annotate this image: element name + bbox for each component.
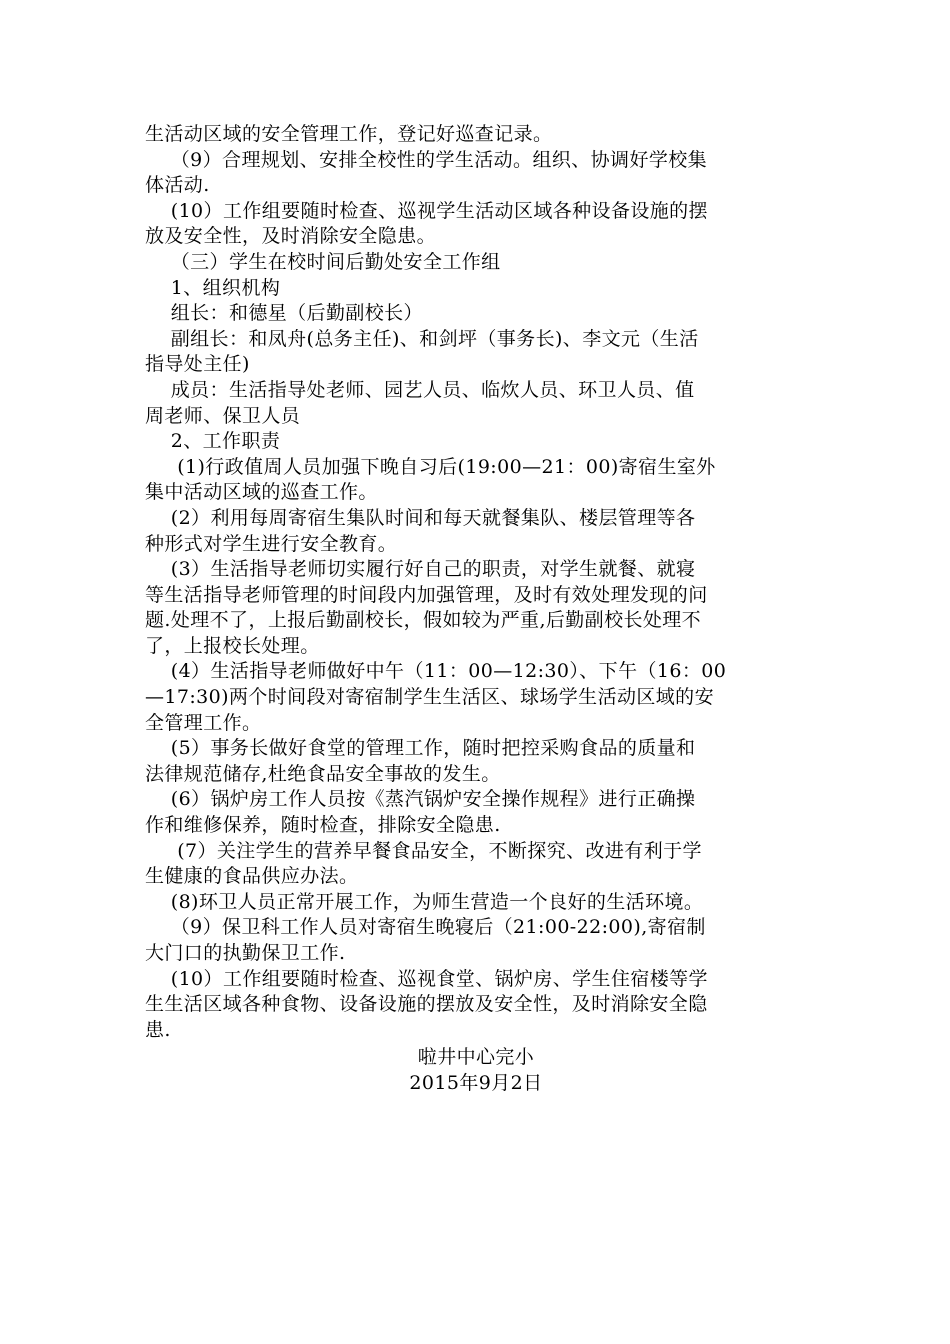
text-line: 生生活区域各种食物、设备设施的摆放及安全性，及时消除安全隐 [145, 993, 708, 1016]
text-line: 全管理工作。 [145, 711, 262, 734]
text-line: 集中活动区域的巡查工作。 [145, 481, 378, 504]
text-line: 了，上报校长处理。 [145, 634, 320, 657]
section-heading: （三）学生在校时间后勤处安全工作组 [145, 250, 501, 273]
text-line: 放及安全性，及时消除安全隐患。 [145, 225, 437, 248]
subsection-heading: 2、工作职责 [145, 430, 281, 453]
text-line: 副组长：和凤舟(总务主任)、和剑坪（事务长)、李文元（生活 [145, 327, 699, 350]
text-line: 患. [145, 1018, 171, 1041]
text-line: 体活动. [145, 174, 210, 197]
text-line: 大门口的执勤保卫工作. [145, 942, 346, 964]
text-line: —17:30)两个时间段对寄宿制学生生活区、球场学生活动区域的安 [145, 686, 714, 709]
text-line: 等生活指导老师管理的时间段内加强管理，及时有效处理发现的问 [145, 583, 708, 606]
text-line: 生健康的食品供应办法。 [145, 865, 359, 888]
text-line: 成员：生活指导处老师、园艺人员、临炊人员、环卫人员、值 [145, 378, 695, 401]
text-line: （9）保卫科工作人员对寄宿生晚寝后（21:00-22:00),寄宿制 [145, 916, 706, 939]
text-line: 题.处理不了，上报后勤副校长，假如较为严重,后勤副校长处理不 [145, 609, 702, 632]
text-line: (8)环卫人员正常开展工作，为师生营造一个良好的生活环境。 [145, 890, 704, 913]
text-line: (3）生活指导老师切实履行好自己的职责，对学生就餐、就寝 [145, 558, 696, 581]
text-line: 周老师、保卫人员 [145, 404, 301, 427]
signature-date: 2015年9月2日 [409, 1071, 543, 1094]
text-line: 指导处主任) [145, 353, 250, 376]
subsection-heading: 1、组织机构 [145, 276, 281, 299]
text-line: (2）利用每周寄宿生集队时间和每天就餐集队、楼层管理等各 [145, 506, 696, 529]
text-line: (10）工作组要随时检查、巡视食堂、锅炉房、学生住宿楼等学 [145, 967, 708, 990]
text-line: (7）关注学生的营养早餐食品安全，不断探究、改进有利于学 [145, 839, 702, 862]
text-line: (1)行政值周人员加强下晚自习后(19:00—21：00)寄宿生室外 [145, 455, 716, 478]
text-line: (6）锅炉房工作人员按《蒸汽锅炉安全操作规程》进行正确操 [145, 788, 696, 811]
text-line: 生活动区域的安全管理工作，登记好巡查记录。 [145, 123, 553, 145]
signature-block [145, 1045, 807, 1096]
text-line: （9）合理规划、安排全校性的学生活动。组织、协调好学校集 [145, 148, 708, 171]
text-line: 种形式对学生进行安全教育。 [145, 532, 398, 555]
text-line: (5）事务长做好食堂的管理工作，随时把控采购食品的质量和 [145, 737, 696, 760]
text-line: (10）工作组要随时检查、巡视学生活动区域各种设备设施的摆 [145, 199, 708, 222]
text-line: 作和维修保养，随时检查，排除安全隐患. [145, 814, 501, 837]
document-page [145, 122, 807, 1097]
signature-organization: 啦井中心完小 [417, 1046, 535, 1069]
text-line: 组长：和德星（后勤副校长） [145, 302, 423, 325]
document-body [145, 122, 807, 1043]
text-line: (4）生活指导老师做好中午（11：00—12:30）、下午（16：00 [145, 660, 727, 683]
text-line: 法律规范储存,杜绝食品安全事故的发生。 [145, 762, 501, 785]
